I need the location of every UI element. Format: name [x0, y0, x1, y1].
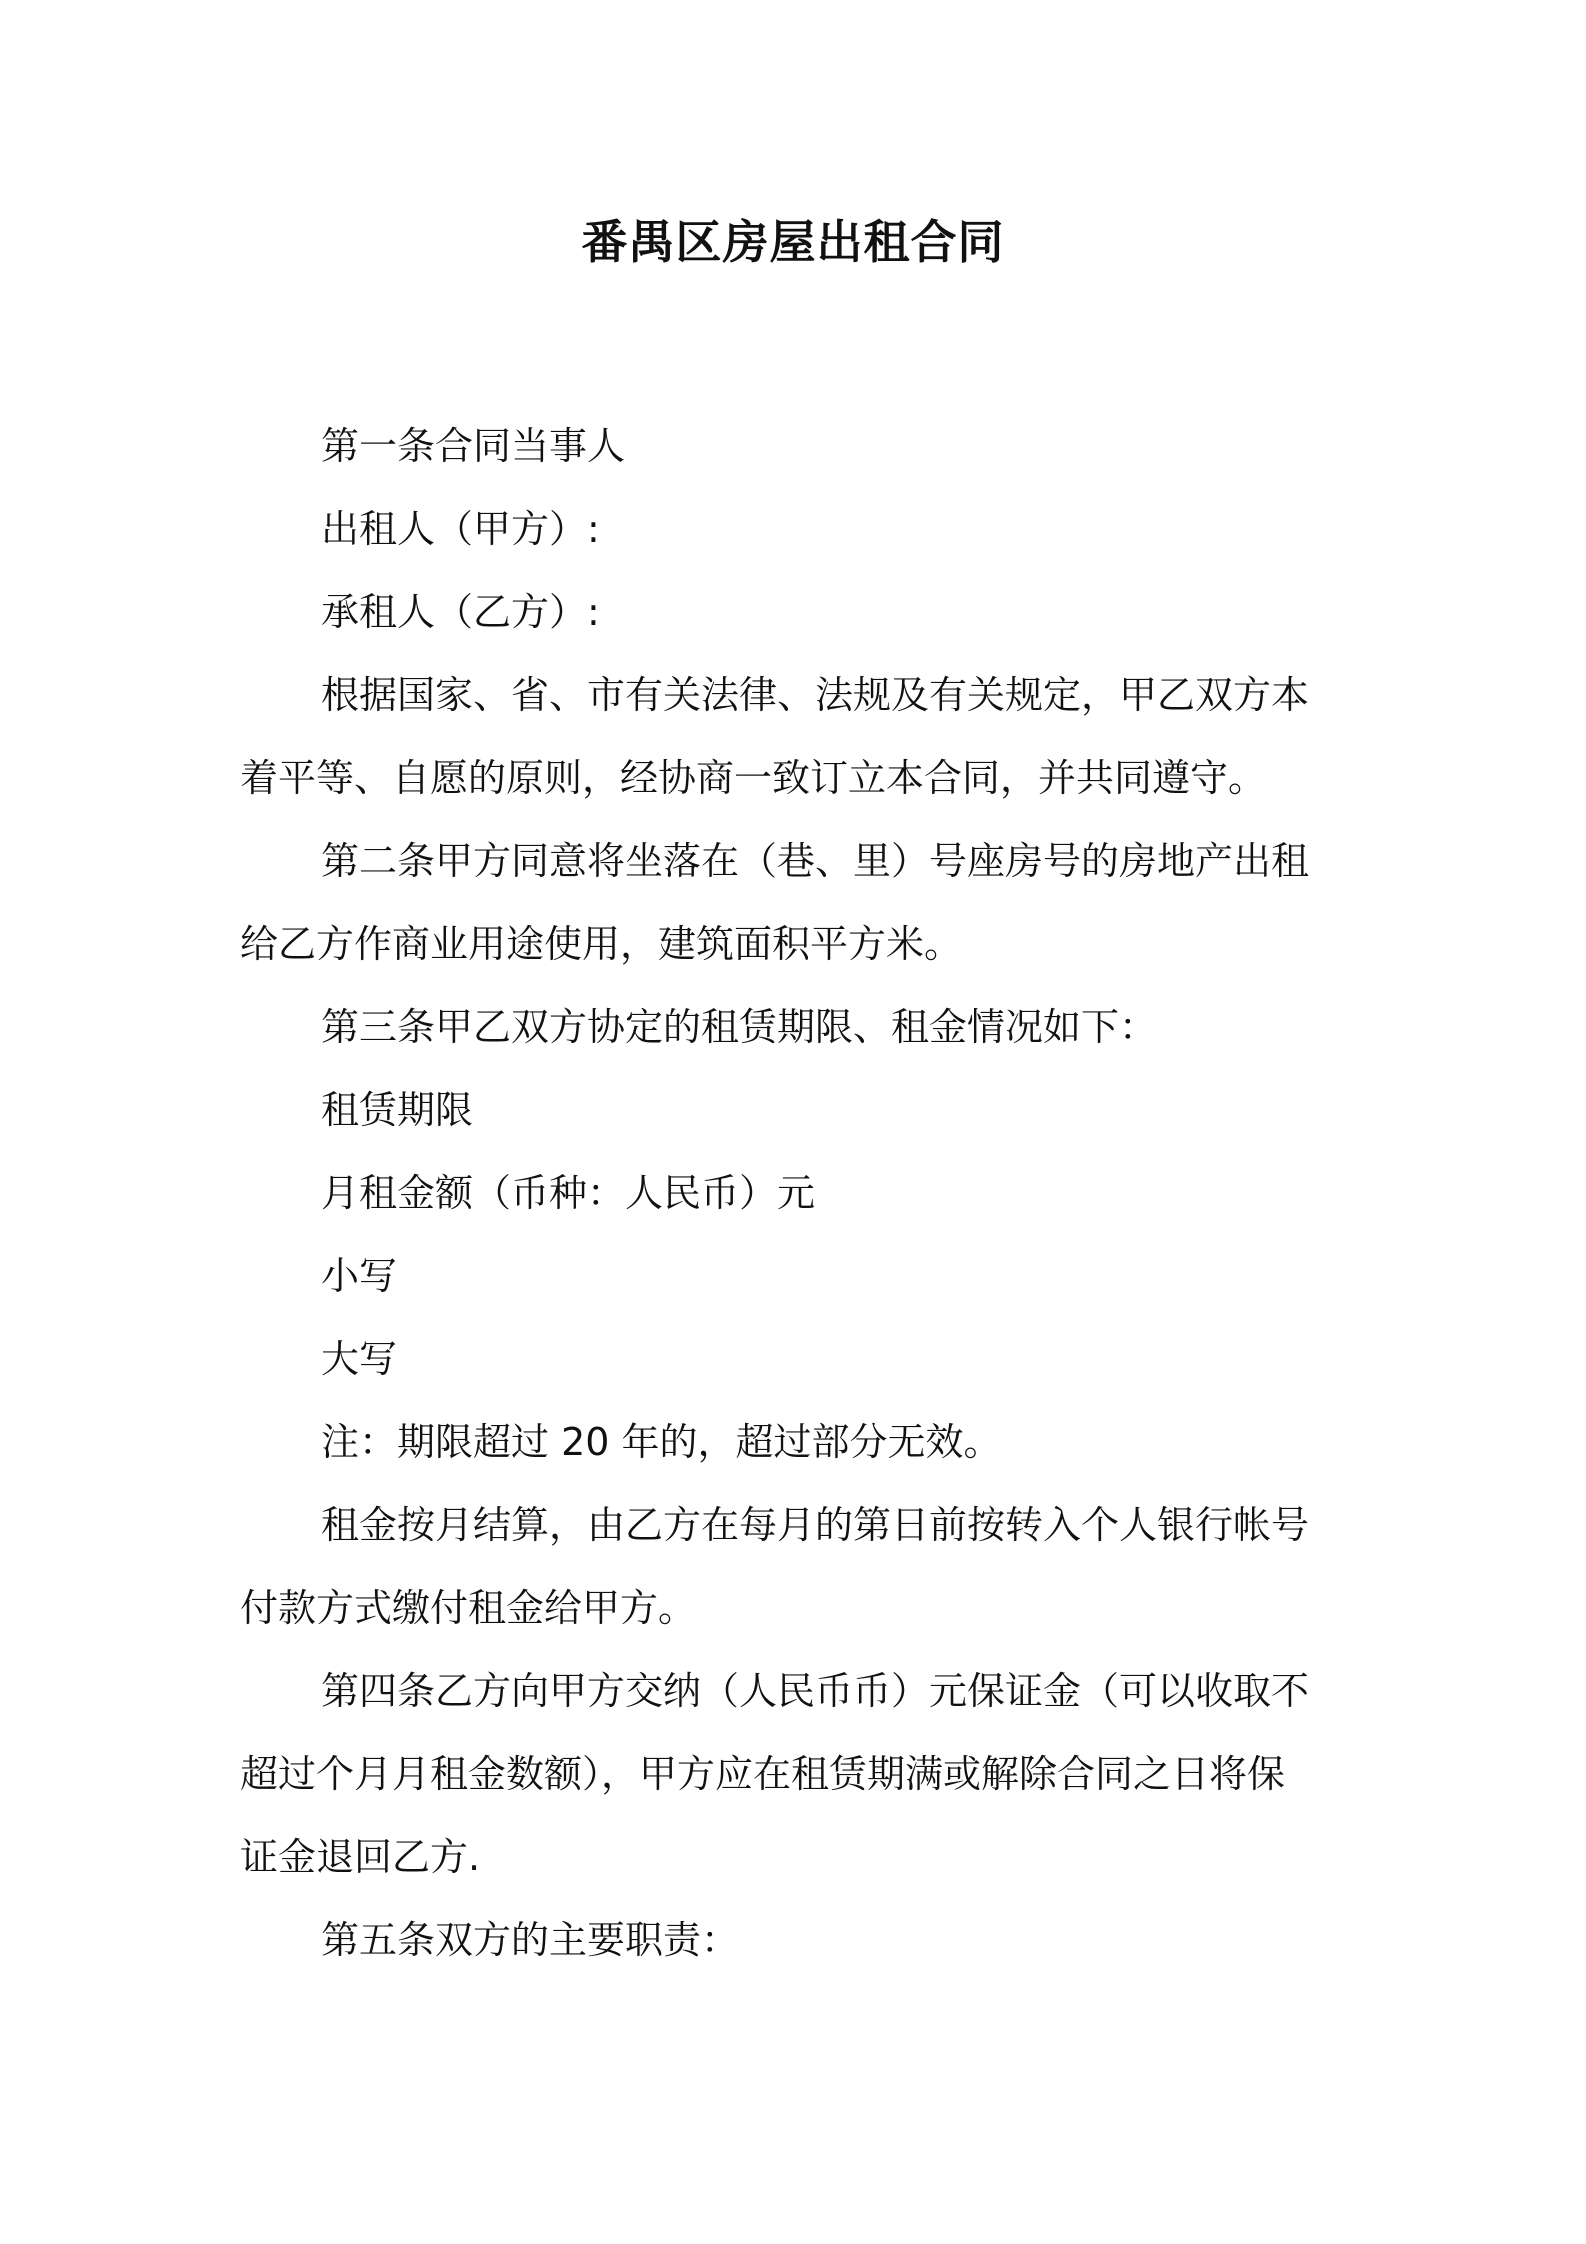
paragraph-line: 第五条双方的主要职责： — [321, 1918, 740, 1962]
paragraph-line: 证金退回乙方. — [240, 1835, 481, 1879]
paragraph-line: 第三条甲乙双方协定的租赁期限、租金情况如下： — [321, 1005, 1158, 1049]
paragraph-line: 第四条乙方向甲方交纳（人民币币）元保证金（可以收取不 — [321, 1669, 1310, 1713]
paragraph-line: 租赁期限 — [321, 1088, 474, 1132]
paragraph-line: 月租金额（币种：人民币）元 — [321, 1171, 816, 1215]
paragraph-line: 第一条合同当事人 — [321, 424, 626, 468]
paragraph-line: 承租人（乙方）: — [321, 590, 600, 634]
paragraph-line: 第二条甲方同意将坐落在（巷、里）号座房号的房地产出租 — [321, 839, 1310, 883]
paragraph-line: 超过个月月租金数额），甲方应在租赁期满或解除合同之日将保 — [240, 1752, 1286, 1796]
paragraph-line: 小写 — [321, 1254, 398, 1298]
paragraph-line: 出租人（甲方）: — [321, 507, 600, 551]
paragraph-line: 注：期限超过 20 年的，超过部分无效。 — [321, 1420, 1002, 1464]
paragraph-line: 大写 — [321, 1337, 398, 1381]
document-title: 番禺区房屋出租合同 — [581, 215, 1005, 269]
paragraph-line: 根据国家、省、市有关法律、法规及有关规定，甲乙双方本 — [321, 673, 1310, 717]
document-body — [240, 405, 1360, 1982]
paragraph-line: 租金按月结算，由乙方在每月的第日前按转入个人银行帐号 — [321, 1503, 1310, 1547]
paragraph-line: 给乙方作商业用途使用，建筑面积平方米。 — [240, 922, 963, 966]
paragraph-line: 着平等、自愿的原则，经协商一致订立本合同，并共同遵守。 — [240, 756, 1267, 800]
paragraph-line: 付款方式缴付租金给甲方。 — [240, 1586, 697, 1630]
